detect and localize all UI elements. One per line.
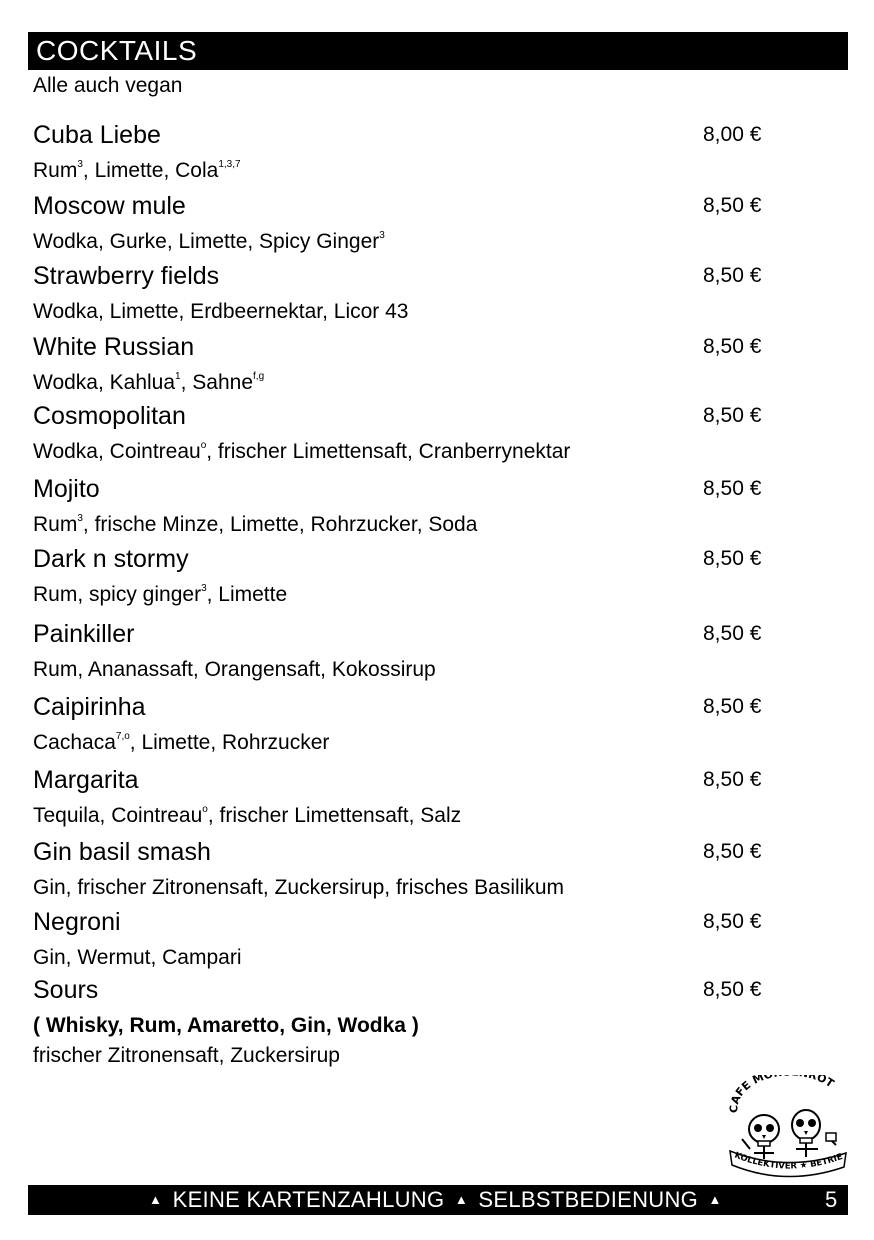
menu-item-ingredients <box>33 804 461 828</box>
ingredient-text: Gin, frischer Zitronensaft, Zuckersirup, frisches Basilikum <box>33 876 564 899</box>
menu-item-ingredients <box>33 731 329 755</box>
menu-item-price: 8,50 € <box>703 477 762 500</box>
ingredient-text: Wodka, Gurke, Limette, Spicy Ginger <box>33 230 380 253</box>
allergen-marker: f,g <box>253 371 265 382</box>
triangle-up-icon: ▲ <box>708 1192 722 1207</box>
cafe-logo <box>724 1075 850 1181</box>
allergen-marker: o <box>202 804 208 815</box>
menu-item-ingredients <box>33 159 241 183</box>
menu-item-ingredients-extra <box>33 1044 340 1068</box>
menu-item-name: Dark n stormy <box>33 545 189 573</box>
menu-item-name: Negroni <box>33 908 121 936</box>
allergen-marker: 3 <box>201 583 207 594</box>
menu-item-name: White Russian <box>33 333 195 361</box>
ingredient-text: ( Whisky, Rum, Amaretto, Gin, Wodka ) <box>33 1014 419 1037</box>
svg-text:CAFE MORGENROT <box>728 1075 837 1113</box>
menu-item-price: 8,00 € <box>703 123 762 146</box>
skull-logo-icon <box>724 1075 850 1181</box>
allergen-marker: 7,o <box>115 731 130 742</box>
ingredient-text: , Limette, Cola <box>82 159 219 182</box>
ingredient-text: Cachaca <box>33 731 116 754</box>
ingredient-text: Tequila, Cointreau <box>33 804 203 827</box>
menu-item-name: Cuba Liebe <box>33 121 161 149</box>
menu-item-name: Cosmopolitan <box>33 402 186 430</box>
menu-item-ingredients <box>33 371 264 395</box>
menu-item-name: Gin basil smash <box>33 838 211 866</box>
ingredient-text: Wodka, Kahlua <box>33 371 176 394</box>
footer-text-self-service: SELBSTBEDIENUNG <box>478 1187 699 1212</box>
menu-item-price: 8,50 € <box>703 840 762 863</box>
menu-item-price: 8,50 € <box>703 194 762 217</box>
menu-item-ingredients <box>33 946 242 970</box>
allergen-marker: 3 <box>379 230 385 241</box>
menu-item-ingredients <box>33 513 477 537</box>
menu-item-price: 8,50 € <box>703 264 762 287</box>
menu-item-ingredients <box>33 1014 419 1038</box>
triangle-up-icon: ▲ <box>454 1192 468 1207</box>
ingredient-text: , frische Minze, Limette, Rohrzucker, Soda <box>82 513 478 536</box>
menu-item-price: 8,50 € <box>703 622 762 645</box>
menu-item-ingredients <box>33 876 564 900</box>
ingredient-text: Rum <box>33 513 78 536</box>
menu-item-ingredients <box>33 300 408 324</box>
section-header-bar <box>28 32 848 70</box>
menu-item-name: Mojito <box>33 475 100 503</box>
ingredient-text: , Sahne <box>180 371 254 394</box>
ingredient-text: Gin, Wermut, Campari <box>33 946 242 969</box>
menu-item-price: 8,50 € <box>703 768 762 791</box>
footer-notice <box>145 1187 726 1213</box>
logo-bottom-text: KOLLEKTIVER ★ BETRIE <box>732 1150 845 1172</box>
menu-item-name: Margarita <box>33 766 139 794</box>
menu-item-price: 8,50 € <box>703 404 762 427</box>
allergen-marker: 3 <box>77 159 83 170</box>
allergen-marker: 3 <box>77 513 83 524</box>
allergen-marker: o <box>200 440 207 451</box>
ingredient-text: Rum <box>33 159 78 182</box>
triangle-up-icon: ▲ <box>149 1192 163 1207</box>
allergen-marker: 1,3,7 <box>218 159 241 170</box>
menu-item-price: 8,50 € <box>703 547 762 570</box>
section-subtitle: Alle auch vegan <box>33 74 183 97</box>
ingredient-text: Rum, spicy ginger <box>33 583 202 606</box>
menu-item-name: Moscow mule <box>33 192 186 220</box>
menu-item-ingredients <box>33 583 287 607</box>
allergen-marker: 1 <box>175 371 181 382</box>
section-title: COCKTAILS <box>36 35 198 66</box>
ingredient-text: , Limette <box>206 583 288 606</box>
menu-item-ingredients <box>33 440 570 464</box>
ingredient-text: , Limette, Rohrzucker <box>129 731 330 754</box>
menu-item-price: 8,50 € <box>703 695 762 718</box>
ingredient-text: , frischer Limettensaft, Cranberrynektar <box>206 440 571 463</box>
logo-top-text: CAFE M ROT <box>727 1075 837 1114</box>
page-number: 5 <box>825 1187 838 1212</box>
ingredient-text: Wodka, Cointreau <box>33 440 201 463</box>
menu-item-ingredients <box>33 230 385 254</box>
ingredient-text: frischer Zitronensaft, Zuckersirup <box>33 1044 340 1067</box>
ingredient-text: , frischer Limettensaft, Salz <box>207 804 462 827</box>
ingredient-text: Rum, Ananassaft, Orangensaft, Kokossirup <box>33 658 436 681</box>
menu-item-name: Sours <box>33 976 99 1004</box>
menu-item-name: Strawberry fields <box>33 262 220 290</box>
footer-text-no-card-payment: KEINE KARTENZAHLUNG <box>172 1187 445 1212</box>
menu-item-name: Caipirinha <box>33 693 146 721</box>
ingredient-text: Wodka, Limette, Erdbeernektar, Licor 43 <box>33 300 409 323</box>
menu-item-price: 8,50 € <box>703 978 762 1001</box>
footer-bar <box>28 1185 848 1215</box>
menu-item-price: 8,50 € <box>703 910 762 933</box>
menu-item-ingredients <box>33 658 436 682</box>
menu-item-name: Painkiller <box>33 620 135 648</box>
menu-item-price: 8,50 € <box>703 335 762 358</box>
